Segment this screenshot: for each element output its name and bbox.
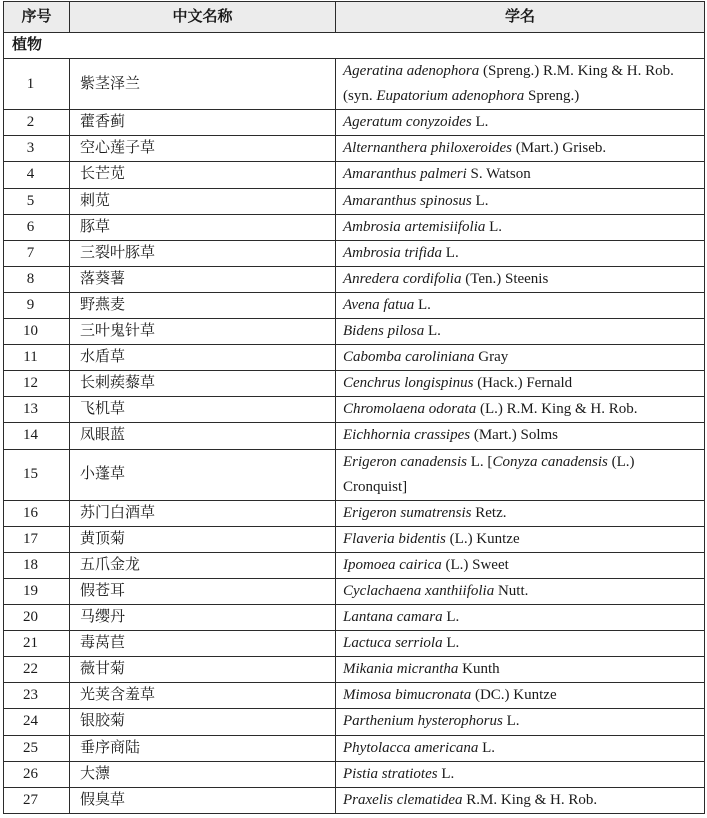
- row-number: 22: [4, 657, 70, 682]
- scientific-name-authority: L.: [442, 244, 459, 261]
- scientific-name-authority: L.: [471, 114, 489, 131]
- chinese-name: 长芒苋: [70, 162, 336, 187]
- row-number: 12: [4, 371, 70, 396]
- scientific-name-cell: [336, 450, 704, 500]
- chinese-name: 三裂叶豚草: [70, 241, 336, 266]
- scientific-name-binomial: Amaranthus spinosus: [343, 192, 472, 209]
- scientific-name-cell: [336, 267, 704, 292]
- scientific-name-binomial: Praxelis clematidea: [343, 791, 463, 808]
- scientific-name-cell: [336, 293, 704, 318]
- chinese-name: 假臭草: [70, 788, 336, 813]
- species-table: [3, 1, 705, 814]
- table-row: [4, 736, 704, 762]
- scientific-name: [343, 736, 495, 761]
- scientific-name-cell: [336, 59, 704, 109]
- scientific-name-binomial: Ambrosia trifida: [343, 244, 443, 261]
- scientific-name-authority: L.: [437, 765, 455, 782]
- scientific-name-cell: [336, 189, 704, 214]
- scientific-name: [343, 605, 459, 630]
- scientific-name-binomial: Ambrosia artemisiifolia: [343, 218, 486, 235]
- scientific-name-authority: Spreng.): [524, 88, 580, 105]
- chinese-name: 刺苋: [70, 189, 336, 214]
- scientific-name-cell: [336, 553, 704, 578]
- scientific-name: [343, 267, 548, 292]
- scientific-name-cell: [336, 683, 704, 708]
- scientific-name-cell: [336, 579, 704, 604]
- scientific-name-authority: L.: [471, 192, 489, 209]
- header-index: 序号: [4, 2, 70, 32]
- scientific-name-binomial: Ipomoea cairica: [343, 556, 442, 573]
- scientific-name-authority: L.: [502, 713, 520, 730]
- table-row: [4, 345, 704, 371]
- scientific-name: [343, 162, 531, 187]
- scientific-name-authority: L. [: [467, 453, 493, 470]
- scientific-name: [343, 136, 606, 161]
- chinese-name: 小蓬草: [70, 450, 336, 500]
- scientific-name: [343, 501, 506, 526]
- table-row: [4, 527, 704, 553]
- row-number: 25: [4, 736, 70, 761]
- scientific-name-authority: (L.) Cronquist]: [343, 453, 635, 495]
- header-scientific-name: 学名: [504, 9, 535, 25]
- table-row: [4, 397, 704, 423]
- scientific-name-authority: Retz.: [471, 504, 507, 521]
- row-number: 16: [4, 501, 70, 526]
- table-row: [4, 293, 704, 319]
- scientific-name: [343, 293, 431, 318]
- row-number: 15: [4, 450, 70, 500]
- chinese-name: 飞机草: [70, 397, 336, 422]
- chinese-name: 藿香蓟: [70, 110, 336, 135]
- scientific-name-binomial: Ageratina adenophora: [343, 63, 480, 80]
- chinese-name: 水盾草: [70, 345, 336, 370]
- scientific-name-cell: [336, 657, 704, 682]
- row-number: 14: [4, 423, 70, 448]
- scientific-name-cell: [336, 319, 704, 344]
- chinese-name: 薇甘菊: [70, 657, 336, 682]
- scientific-name: [343, 189, 488, 214]
- scientific-name-authority: L.: [442, 635, 460, 652]
- scientific-name-authority: S. Watson: [466, 166, 531, 183]
- table-row: [4, 215, 704, 241]
- scientific-name-authority: (L.) Sweet: [441, 556, 509, 573]
- table-row: [4, 501, 704, 527]
- scientific-name-authority: (DC.) Kuntze: [471, 687, 557, 704]
- scientific-name: [343, 683, 557, 708]
- table-row: [4, 319, 704, 345]
- table-row: [4, 553, 704, 579]
- chinese-name: 假苍耳: [70, 579, 336, 604]
- chinese-name: 大薸: [70, 762, 336, 787]
- chinese-name: 长刺蒺藜草: [70, 371, 336, 396]
- scientific-name-cell: [336, 371, 704, 396]
- scientific-name-binomial: Cyclachaena xanthiifolia: [343, 582, 495, 599]
- scientific-name-binomial: Pistia stratiotes: [343, 765, 438, 782]
- table-row: [4, 110, 704, 136]
- scientific-name-binomial: Parthenium hysterophorus: [343, 713, 503, 730]
- scientific-name-binomial: Chromolaena odorata: [343, 401, 477, 418]
- scientific-name-cell: [336, 162, 704, 187]
- scientific-name-authority: Nutt.: [494, 582, 529, 599]
- row-number: 21: [4, 631, 70, 656]
- scientific-name-authority: (Spreng.) R.M. King & H. Rob. (syn.: [343, 63, 674, 105]
- scientific-name-authority: L.: [478, 739, 496, 756]
- chinese-name: 豚草: [70, 215, 336, 240]
- row-number: 7: [4, 241, 70, 266]
- table-row: [4, 788, 704, 814]
- scientific-name-binomial: Lactuca serriola: [343, 635, 443, 652]
- row-number: 6: [4, 215, 70, 240]
- table-row: [4, 631, 704, 657]
- chinese-name: 苏门白酒草: [70, 501, 336, 526]
- scientific-name-authority: Kunth: [458, 661, 500, 678]
- scientific-name-cell: [336, 423, 704, 448]
- scientific-name-authority: R.M. King & H. Rob.: [462, 791, 598, 808]
- row-number: 2: [4, 110, 70, 135]
- scientific-name-cell: [336, 527, 704, 552]
- scientific-name-cell: [336, 762, 704, 787]
- scientific-name: [343, 345, 508, 370]
- scientific-name-authority: (Ten.) Steenis: [461, 270, 549, 287]
- scientific-name-cell: [336, 241, 704, 266]
- scientific-name-cell: [336, 501, 704, 526]
- header-chinese-name: 中文名称: [70, 2, 336, 32]
- chinese-name: 银胶菊: [70, 709, 336, 734]
- scientific-name-binomial: Erigeron sumatrensis: [343, 504, 472, 521]
- table-header-row: [4, 2, 704, 33]
- scientific-name-binomial: Erigeron canadensis: [343, 453, 468, 470]
- scientific-name: [343, 59, 698, 109]
- row-number: 18: [4, 553, 70, 578]
- scientific-name-binomial: Ageratum conyzoides: [343, 114, 472, 131]
- scientific-name-binomial: Mimosa bimucronata: [343, 687, 472, 704]
- scientific-name-binomial: Cenchrus longispinus: [343, 375, 474, 392]
- table-row: [4, 657, 704, 683]
- row-number: 17: [4, 527, 70, 552]
- chinese-name: 五爪金龙: [70, 553, 336, 578]
- chinese-name: 黄顶菊: [70, 527, 336, 552]
- scientific-name: [343, 423, 558, 448]
- scientific-name: [343, 553, 509, 578]
- row-number: 11: [4, 345, 70, 370]
- scientific-name-binomial: Conyza canadensis: [492, 453, 608, 470]
- row-number: 8: [4, 267, 70, 292]
- scientific-name-authority: (Hack.) Fernald: [473, 375, 573, 392]
- row-number: 19: [4, 579, 70, 604]
- scientific-name-cell: [336, 709, 704, 734]
- table-row: [4, 683, 704, 709]
- row-number: 24: [4, 709, 70, 734]
- chinese-name: 垂序商陆: [70, 736, 336, 761]
- scientific-name-cell: [336, 215, 704, 240]
- table-row: [4, 762, 704, 788]
- scientific-name-binomial: Bidens pilosa: [343, 323, 425, 340]
- scientific-name-authority: L.: [485, 218, 503, 235]
- scientific-name: [343, 631, 459, 656]
- scientific-name-binomial: Anredera cordifolia: [343, 270, 462, 287]
- table-row: [4, 423, 704, 449]
- chinese-name: 落葵薯: [70, 267, 336, 292]
- scientific-name-binomial: Eichhornia crassipes: [343, 427, 471, 444]
- scientific-name-authority: L.: [424, 323, 441, 340]
- table-row: [4, 241, 704, 267]
- scientific-name: [343, 450, 698, 500]
- table-row: [4, 371, 704, 397]
- chinese-name: 凤眼蓝: [70, 423, 336, 448]
- scientific-name-cell: [336, 605, 704, 630]
- chinese-name: 紫茎泽兰: [70, 59, 336, 109]
- scientific-name-binomial: Amaranthus palmeri: [343, 166, 467, 183]
- scientific-name: [343, 215, 502, 240]
- scientific-name-binomial: Phytolacca americana: [343, 739, 479, 756]
- scientific-name-binomial: Lantana camara: [343, 609, 443, 626]
- row-number: 10: [4, 319, 70, 344]
- scientific-name-binomial: Eupatorium adenophora: [376, 88, 525, 105]
- table-row: [4, 709, 704, 735]
- scientific-name-cell: [336, 736, 704, 761]
- scientific-name-authority: L.: [414, 296, 431, 313]
- row-number: 5: [4, 189, 70, 214]
- scientific-name-cell: [336, 110, 704, 135]
- scientific-name-authority: (L.) R.M. King & H. Rob.: [476, 401, 638, 418]
- row-number: 3: [4, 136, 70, 161]
- scientific-name: [343, 762, 454, 787]
- row-number: 20: [4, 605, 70, 630]
- scientific-name-binomial: Flaveria bidentis: [343, 530, 446, 547]
- row-number: 26: [4, 762, 70, 787]
- table-row: [4, 605, 704, 631]
- scientific-name-binomial: Alternanthera philoxeroides: [343, 140, 512, 157]
- scientific-name-binomial: Avena fatua: [343, 296, 415, 313]
- row-number: 23: [4, 683, 70, 708]
- scientific-name: [343, 110, 488, 135]
- chinese-name: 光荚含羞草: [70, 683, 336, 708]
- scientific-name-binomial: Mikania micrantha: [343, 661, 459, 678]
- table-body: [4, 59, 704, 814]
- scientific-name: [343, 319, 441, 344]
- scientific-name-cell: [336, 397, 704, 422]
- table-row: [4, 450, 704, 501]
- scientific-name: [343, 527, 520, 552]
- scientific-name-cell: [336, 631, 704, 656]
- table-row: [4, 267, 704, 293]
- chinese-name: 野燕麦: [70, 293, 336, 318]
- scientific-name-authority: (Mart.) Solms: [470, 427, 558, 444]
- scientific-name-authority: (L.) Kuntze: [445, 530, 520, 547]
- scientific-name-cell: [336, 345, 704, 370]
- scientific-name: [343, 709, 520, 734]
- scientific-name-authority: Gray: [474, 349, 509, 366]
- chinese-name: 空心莲子草: [70, 136, 336, 161]
- section-title: 植物: [12, 37, 43, 53]
- scientific-name-authority: L.: [442, 609, 460, 626]
- row-number: 4: [4, 162, 70, 187]
- scientific-name-authority: (Mart.) Griseb.: [512, 140, 607, 157]
- scientific-name: [343, 579, 528, 604]
- table-row: [4, 189, 704, 215]
- row-number: 9: [4, 293, 70, 318]
- section-row-plants: [4, 33, 704, 59]
- chinese-name: 三叶鬼针草: [70, 319, 336, 344]
- table-row: [4, 162, 704, 188]
- scientific-name: [343, 397, 637, 422]
- chinese-name: 毒莴苣: [70, 631, 336, 656]
- scientific-name: [343, 657, 500, 682]
- scientific-name-cell: [336, 136, 704, 161]
- table-row: [4, 579, 704, 605]
- row-number: 27: [4, 788, 70, 813]
- table-row: [4, 136, 704, 162]
- scientific-name: [343, 788, 597, 813]
- row-number: 1: [4, 59, 70, 109]
- table-row: [4, 59, 704, 110]
- scientific-name: [343, 371, 572, 396]
- row-number: 13: [4, 397, 70, 422]
- chinese-name: 马缨丹: [70, 605, 336, 630]
- scientific-name-binomial: Cabomba caroliniana: [343, 349, 475, 366]
- scientific-name-cell: [336, 788, 704, 813]
- scientific-name: [343, 241, 459, 266]
